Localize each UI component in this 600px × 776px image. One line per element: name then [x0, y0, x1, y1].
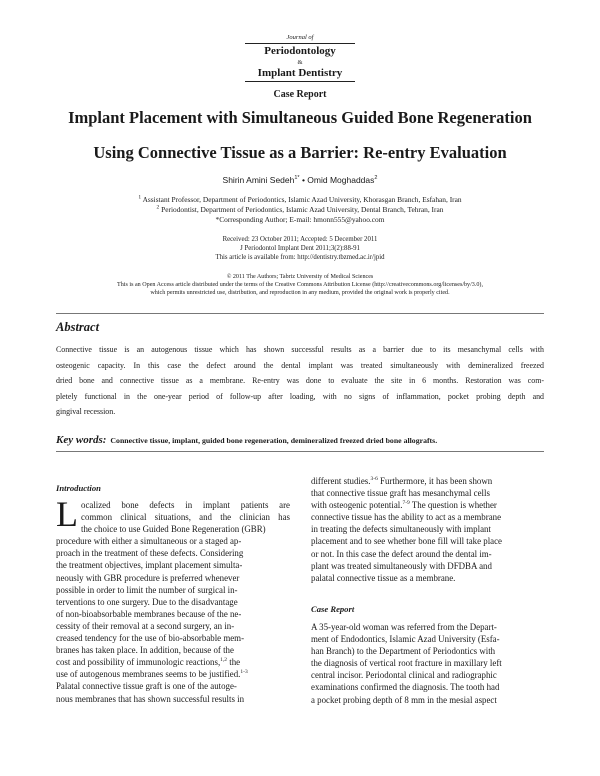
title-line2: Using Connective Tissue as a Barrier: Re-entry Evaluation [93, 143, 507, 162]
author-1: Shirin Amini Sedeh [222, 175, 295, 185]
article-type: Case Report [273, 89, 327, 100]
right-line-text: Furthermore, it has been shown [377, 476, 493, 486]
abstract-rule-bottom [56, 451, 544, 452]
received-accepted: Received: 23 October 2011; Accepted: 5 December 2011 [222, 236, 378, 243]
case-line: examinations confirmed the diagnosis. The tooth had [311, 682, 500, 693]
intro-line: cessity of their removal at a second surgery, an in- [56, 620, 235, 631]
keywords-text: Connective tissue, implant, guided bone regeneration, demineralized freezed dried bone allografts. [110, 436, 438, 445]
availability-link[interactable]: This article is available from: http://dentistry.tbzmed.ac.ir/jpid [215, 254, 385, 261]
abstract-body [56, 342, 544, 420]
right-line-text: with osteogenic potential. [311, 500, 403, 511]
intro-line [56, 668, 290, 680]
abstract-rule-top [56, 313, 544, 314]
author-2-sup: 2 [374, 175, 378, 182]
right-line: connective tissue has the ability to act as a membrane [311, 512, 502, 523]
case-line: the diagnosis of vertical root fracture in maxillary left [311, 658, 502, 669]
right-line: palatal connective tissue as a membrane. [311, 572, 456, 583]
keywords [56, 430, 544, 448]
intro-line: procedure with either a simultaneous or a staged ap- [56, 536, 242, 547]
affiliation-2-sup: 2 [156, 204, 160, 211]
case-line: han Branch) to the Department of Periodontics with [311, 646, 496, 657]
abstract-line: dried bone and connective tissue as a membrane. Re-entry was done to evaluate the site in 6 months. Restoration was com- [56, 376, 544, 386]
intro-line: branes has taken place. In addition, because of the [56, 645, 234, 656]
masthead-rule-bottom [245, 81, 355, 82]
intro-line: creased tendency for the use of bio-absorbable mem- [56, 633, 245, 644]
right-line-text: different studies. [311, 476, 371, 486]
copyright: © 2011 The Authors; Tabriz University of Medical Sciences [226, 274, 374, 280]
affiliation-1-sup: 1 [138, 194, 142, 201]
right-line-text: The question is whether [409, 500, 497, 511]
citation-sup: 1-3 [240, 669, 248, 676]
intro-line-text: use of autogenous membranes seems to be justified. [56, 669, 241, 680]
right-line [311, 499, 545, 511]
drop-cap: L [56, 494, 78, 534]
journal-ampersand: & [297, 59, 303, 66]
affiliation-2-text: Periodontist, Department of Periodontics, Islamic Azad University, Dental Branch, Tehran, Iran [161, 205, 444, 214]
title-line1: Implant Placement with Simultaneous Guided Bone Regeneration [68, 108, 532, 127]
license-line2: which permits unrestricted use, distribution, and reproduction in any medium, provided the original work is properly cited. [150, 290, 450, 296]
abstract-line: osteogenic capacity. In this case the defect around the dental implant was treated simultaneously with demineralized freezed [56, 360, 544, 370]
intro-line: neously with GBR procedure is preferred whenever [56, 572, 240, 583]
case-line: a pocket probing depth of 8 mm in the mesial aspect [311, 694, 497, 705]
right-line: that connective tissue graft has mesanchymal cells [311, 488, 490, 499]
intro-line: possible in order to limit the number of surgical in- [56, 584, 238, 595]
abstract-heading: Abstract [56, 320, 100, 334]
affiliation-1 [0, 195, 600, 204]
intro-line: the choice to use Guided Bone Regeneration (GBR) [81, 524, 266, 535]
affiliation-1-text: Assistant Professor, Department of Periodontics, Islamic Azad University, Khorasgan Branch, Esfahan, Iran [142, 195, 462, 204]
intro-line: the treatment objectives, implant placement simulta- [56, 560, 243, 571]
citation-sup: 7-9 [402, 500, 410, 507]
citation: J Periodontol Implant Dent 2011;3(2):88-91 [240, 245, 360, 252]
intro-line: of non-bioabsorbable membranes because of the ne- [56, 608, 242, 619]
case-report-body [311, 621, 545, 706]
right-line: or not. In this case the defect around the dental im- [311, 548, 492, 559]
right-line: placement and to see whether bone fill will take place [311, 536, 502, 547]
author-list [0, 175, 600, 185]
license-line1: This is an Open Access article distributed under the terms of the Creative Commons Attribution License (http://creativecommons.org/licenses/by/3.0), [117, 282, 483, 288]
citation-sup: 1,2 [220, 657, 228, 664]
right-line: plant was treated simultaneously with DFDBA and [311, 560, 492, 571]
journal-name-line1: Periodontology [264, 45, 336, 57]
introduction-heading: Introduction [56, 483, 101, 493]
intro-line: ocalized bone defects in implant patients are [81, 500, 290, 510]
right-line [311, 475, 545, 487]
affiliation-2 [0, 205, 600, 214]
citation-sup: 3-6 [370, 476, 378, 483]
author-separator: • [301, 175, 305, 185]
abstract-line: gingival recession. [56, 407, 116, 417]
intro-line-text: cost and possibility of immunologic reactions, [56, 657, 221, 668]
case-line: A 35-year-old woman was referred from the Depart- [311, 622, 497, 632]
keywords-label: Key words: [56, 434, 107, 446]
abstract-line: Connective tissue is an autogenous tissue which has shown successful results as a barrier due to its mesanchymal cells with [56, 345, 544, 354]
right-line: in treating the defects simultaneously with implant [311, 524, 491, 535]
intro-line: common clinical situations, and the clinician has [81, 512, 290, 523]
intro-line [56, 656, 290, 668]
journal-name-line2: Implant Dentistry [257, 67, 343, 79]
case-line: central incisor. Periodontal clinical and radiographic [311, 670, 497, 681]
journal-of-label: Journal of [286, 34, 314, 41]
author-1-sup: 1* [294, 175, 300, 182]
intro-line: nous membranes that has shown successful results in [56, 693, 245, 704]
intro-line: Palatal connective tissue graft is one of the autoge- [56, 681, 237, 692]
corresponding-author: *Corresponding Author; E-mail: hmonn555@yahoo.com [215, 215, 385, 224]
right-column-body [311, 475, 545, 584]
author-2: Omid Moghaddas [307, 175, 375, 185]
case-line: ment of Endodontics, Islamic Azad University (Esfa- [311, 634, 500, 645]
intro-line: terventions to one surgery. Due to the disadvantage [56, 596, 238, 607]
intro-line: proach in the treatment of these defects. Considering [56, 548, 244, 559]
introduction-body [56, 494, 290, 705]
masthead-rule-top [245, 43, 355, 44]
intro-line-text: the [227, 657, 241, 668]
abstract-line: pletely functional in the one-year period of follow-up after loading, with no signs of inflammation, pocket probing depth and [56, 391, 544, 401]
case-report-heading: Case Report [311, 604, 355, 614]
